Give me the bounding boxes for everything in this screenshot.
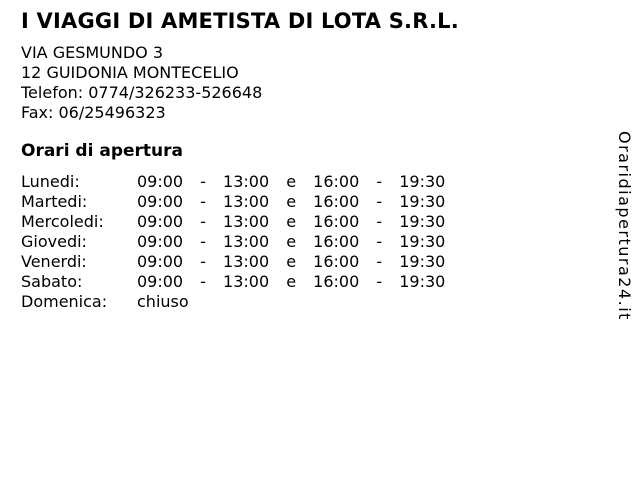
day-hours: chiuso	[137, 292, 189, 311]
day-label: Martedi:	[21, 192, 88, 211]
day-label: Giovedi:	[21, 232, 87, 251]
opening-hours-heading: Orari di apertura	[21, 141, 183, 161]
hours-row-tuesday	[21, 192, 445, 212]
day-hours: 09:00 - 13:00 e 16:00 - 19:30	[137, 212, 446, 231]
business-name: I VIAGGI DI AMETISTA DI LOTA S.R.L.	[21, 9, 459, 33]
address-line-1: VIA GESMUNDO 3	[21, 43, 164, 62]
hours-row-saturday	[21, 272, 445, 292]
watermark-brand: Oraridiapertura24.it	[615, 131, 634, 321]
day-hours: 09:00 - 13:00 e 16:00 - 19:30	[137, 232, 446, 251]
day-label: Lunedi:	[21, 172, 80, 191]
contact-info	[21, 43, 262, 123]
hours-row-wednesday	[21, 212, 445, 232]
phone-line: Telefon: 0774/326233-526648	[21, 83, 263, 102]
opening-hours-table	[21, 172, 445, 312]
day-label: Sabato:	[21, 272, 83, 291]
day-label: Mercoledi:	[21, 212, 104, 231]
day-hours: 09:00 - 13:00 e 16:00 - 19:30	[137, 252, 446, 271]
day-hours: 09:00 - 13:00 e 16:00 - 19:30	[137, 172, 446, 191]
hours-row-monday	[21, 172, 445, 192]
fax-line: Fax: 06/25496323	[21, 103, 166, 122]
hours-row-thursday	[21, 232, 445, 252]
day-label: Domenica:	[21, 292, 108, 311]
day-hours: 09:00 - 13:00 e 16:00 - 19:30	[137, 192, 446, 211]
hours-row-sunday	[21, 292, 445, 312]
day-label: Venerdi:	[21, 252, 87, 271]
day-hours: 09:00 - 13:00 e 16:00 - 19:30	[137, 272, 446, 291]
address-line-2: 12 GUIDONIA MONTECELIO	[21, 63, 239, 82]
hours-row-friday	[21, 252, 445, 272]
